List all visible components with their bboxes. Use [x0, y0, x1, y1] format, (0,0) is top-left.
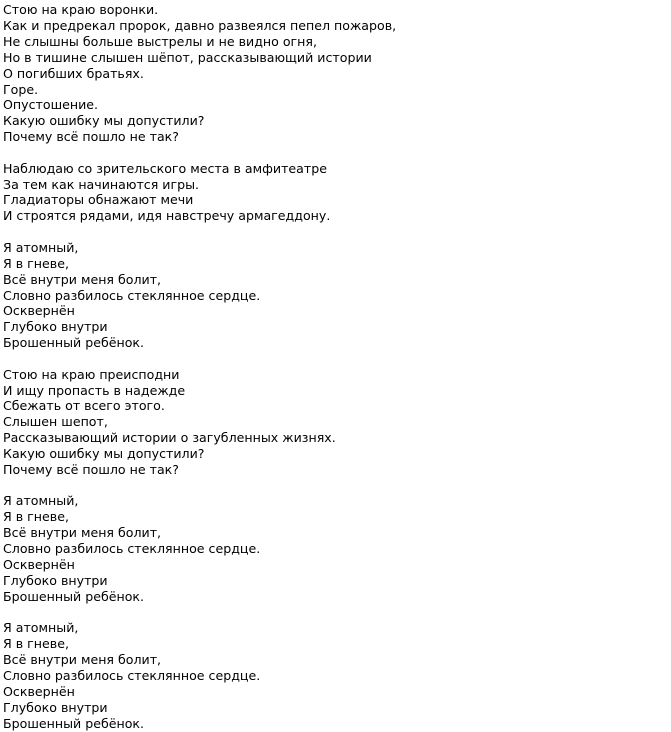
lyric-line: Брошенный ребёнок. — [3, 715, 145, 731]
lyrics-text — [3, 2, 667, 732]
lyric-line: Словно разбилось стеклянное сердце. — [3, 287, 261, 303]
lyric-line: Не слышны больше выстрелы и не видно огня, — [3, 33, 317, 49]
lyric-line: Какую ошибку мы допустили? — [3, 113, 205, 129]
lyric-line: Брошенный ребёнок. — [3, 588, 145, 604]
lyric-line: Всё внутри меня болит, — [3, 271, 162, 287]
lyric-line: Словно разбилось стеклянное сердце. — [3, 668, 261, 684]
lyric-line: О погибших братьях. — [3, 65, 144, 81]
lyric-line: Осквернён — [3, 303, 75, 319]
stanza-5 — [3, 493, 667, 604]
stanza-1 — [3, 2, 667, 145]
lyric-line: Глубоко внутри — [3, 319, 108, 335]
lyric-line: Как и предрекал пророк, давно развеялся пепел пожаров, — [3, 17, 397, 33]
lyric-line: Глубоко внутри — [3, 573, 108, 588]
lyric-line: Я атомный, — [3, 620, 79, 636]
lyric-line: Осквернён — [3, 557, 75, 573]
lyric-line: Какую ошибку мы допустили? — [3, 446, 205, 462]
lyric-line: Я атомный, — [3, 493, 79, 509]
stanza-3 — [3, 240, 667, 351]
lyric-line: За тем как начинаются игры. — [3, 176, 200, 192]
lyric-line: Почему всё пошло не так? — [3, 462, 179, 478]
lyric-line: Стою на краю преисподни — [3, 366, 180, 382]
lyric-line: Брошенный ребёнок. — [3, 335, 145, 351]
lyric-line: Почему всё пошло не так? — [3, 129, 179, 145]
lyric-line: И строятся рядами, идя навстречу армагеддону. — [3, 208, 331, 224]
lyric-line: Я атомный, — [3, 239, 79, 255]
stanza-6 — [3, 620, 667, 731]
lyric-line: Опустошение. — [3, 97, 99, 113]
stanza-2 — [3, 161, 667, 225]
lyric-line: Словно разбилось стеклянное сердце. — [3, 541, 261, 557]
lyric-line: Наблюдаю со зрительского места в амфитеатре — [3, 160, 327, 176]
lyric-line: Слышен шепот, — [3, 414, 108, 430]
lyric-line: Я в гневе, — [3, 255, 69, 271]
lyric-line: Гладиаторы обнажают мечи — [3, 192, 194, 208]
lyric-line: Сбежать от всего этого. — [3, 398, 165, 414]
lyric-line: Глубоко внутри — [3, 699, 108, 715]
lyric-line: Всё внутри меня болит, — [3, 652, 162, 668]
lyric-line: И ищу пропасть в надежде — [3, 382, 186, 398]
lyric-line: Я в гневе, — [3, 636, 69, 652]
lyric-line: Я в гневе, — [3, 509, 69, 525]
lyric-line: Всё внутри меня болит, — [3, 525, 162, 541]
lyric-line: Осквернён — [3, 683, 75, 699]
lyric-line: Рассказывающий истории о загубленных жизнях. — [3, 430, 336, 446]
lyric-line: Горе. — [3, 81, 39, 97]
lyric-line: Стою на краю воронки. — [3, 2, 159, 17]
lyric-line: Но в тишине слышен шёпот, рассказывающий истории — [3, 49, 372, 65]
stanza-4 — [3, 367, 667, 478]
